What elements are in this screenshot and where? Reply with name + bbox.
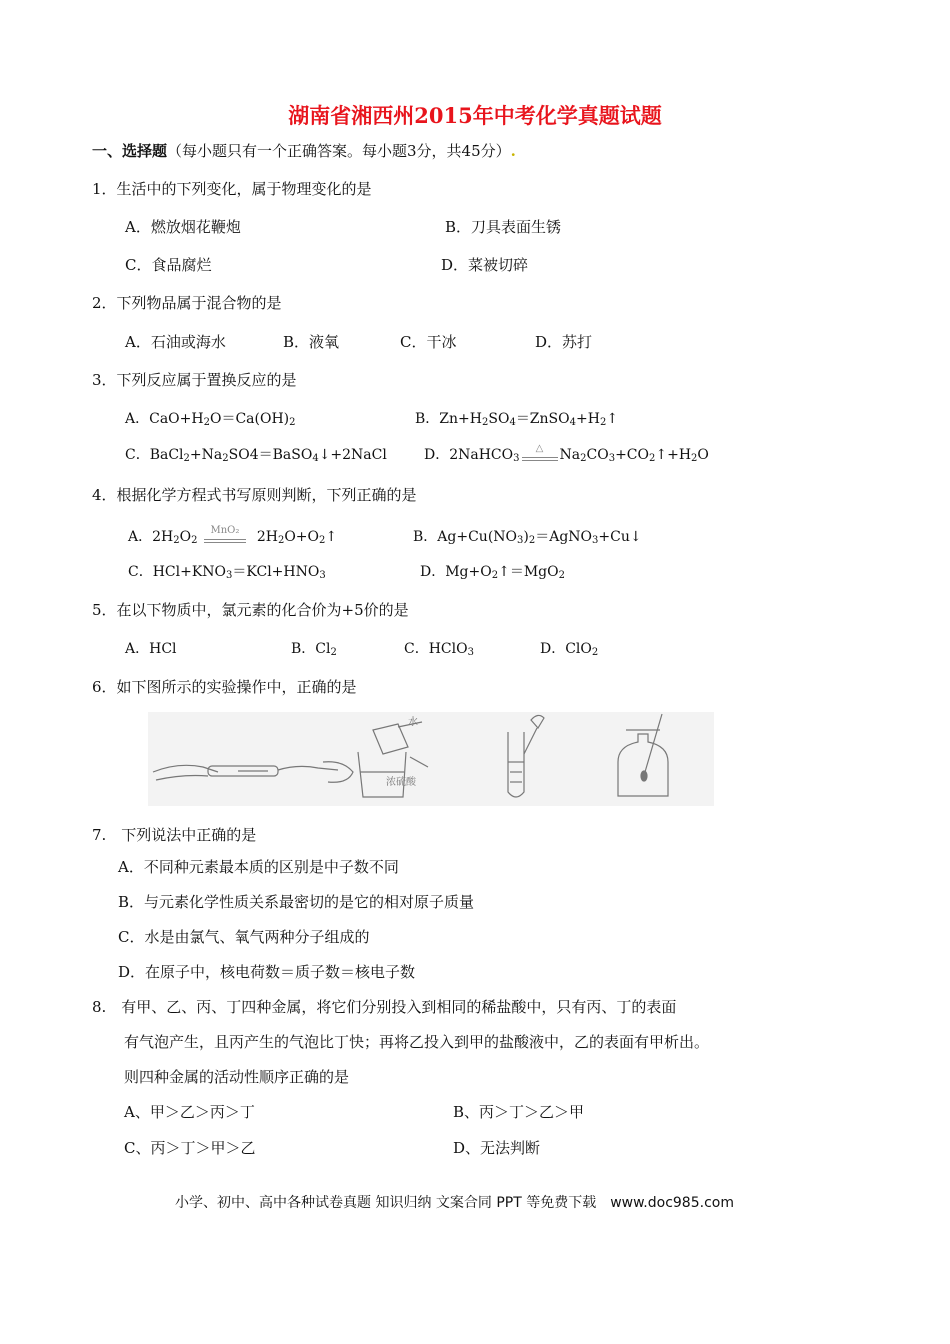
page-title: 湖南省湘西州2015年中考化学真题试题 [288, 103, 662, 128]
q2-stem: 2．下列物品属于混合物的是 [92, 294, 282, 312]
q3-option-c: C．$BaCl_2+Na_2SO4=BaSO_4↓+2NaCl$ [125, 447, 387, 464]
q5-stem: 5．在以下物质中，氯元素的化合价为+5价的是 [92, 601, 409, 619]
q1-option-b: B．刀具表面生锈 [445, 218, 562, 236]
q4-stem: 4．根据化学方程式书写原则判断，下列正确的是 [92, 486, 417, 504]
section-heading: 一、选择题（每小题只有一个正确答案。每小题3分，共45分）. [92, 142, 516, 160]
q7-option-c: C．水是由氯气、氧气两种分子组成的 [118, 928, 370, 946]
page-footer: 小学、初中、高中各种试卷真题 知识归纳 文案合同 PPT 等免费下载 www.doc985.com [175, 1195, 734, 1211]
q5-option-b: B．$Cl_2$ [291, 641, 337, 658]
q6-stem: 6．如下图所示的实验操作中，正确的是 [92, 678, 357, 696]
q2-option-a: A．石油或海水 [125, 333, 226, 351]
q1-stem: 1．生活中的下列变化，属于物理变化的是 [92, 180, 372, 198]
q5-option-a: A．HCl [125, 641, 177, 657]
catalyst-condition-sign: MnO₂ [202, 529, 248, 545]
q3-option-b: B．$Zn+H_2SO_4=ZnSO_4+H_2↑$ [415, 411, 619, 428]
q8-stem-line2: 有气泡产生，且丙产生的气泡比丁快；再将乙投入到甲的盐酸液中，乙的表面有甲析出。 [124, 1033, 710, 1051]
q2-option-b: B．液氧 [283, 333, 340, 351]
q8-stem-line1: 8. 有甲、乙、丙、丁四种金属，将它们分别投入到相同的稀盐酸中，只有丙、丁的表面 [92, 998, 677, 1016]
q5-option-c: C．HClO$_3$ [404, 641, 474, 658]
q3-option-a: A．$CaO+H_2O=Ca(OH)_2$ [125, 411, 296, 428]
q2-option-c: C．干冰 [400, 333, 457, 351]
q1-option-a: A．燃放烟花鞭炮 [125, 218, 241, 236]
q2-option-d: D．苏打 [535, 333, 593, 351]
dropper-tube-drawing [508, 715, 544, 797]
q4-option-d: D．$Mg+O_2↑=MgO_2$ [420, 564, 565, 581]
water-label: 水 [408, 717, 418, 728]
heat-condition-sign: △ [520, 447, 560, 463]
q7-option-b: B．与元素化学性质关系最密切的是它的相对原子质量 [118, 893, 475, 911]
experiment-operations-illustration [148, 712, 714, 806]
q8-option-b: B、丙＞丁＞乙＞甲 [453, 1103, 585, 1121]
q7-stem: 7. 下列说法中正确的是 [92, 826, 257, 844]
gas-bottle-drawing [618, 714, 668, 796]
heating-tube-drawing [153, 762, 353, 783]
q8-option-c: C、丙＞丁＞甲＞乙 [124, 1139, 256, 1157]
q3-option-d: D．2NaHCO$_3$ △ $Na_2CO_3+CO_2↑+H_2O$ [424, 443, 709, 464]
q8-option-a: A、甲＞乙＞丙＞丁 [124, 1103, 255, 1121]
q8-stem-line3: 则四种金属的活动性顺序正确的是 [124, 1068, 350, 1086]
q3-stem: 3．下列反应属于置换反应的是 [92, 371, 297, 389]
q1-option-d: D．菜被切碎 [441, 256, 529, 274]
q1-option-c: C．食品腐烂 [125, 256, 212, 274]
experiment-figure [148, 712, 714, 806]
q4-option-b: B．$Ag+Cu(NO_3)_2=AgNO_3+Cu↓$ [413, 529, 642, 546]
q8-option-d: D、无法判断 [453, 1139, 541, 1157]
q5-option-d: D．ClO$_2$ [540, 641, 599, 658]
q4-option-c: C．$HCl+KNO_3=KCl+HNO_3$ [128, 564, 326, 581]
q7-option-a: A．不同种元素最本质的区别是中子数不同 [118, 858, 399, 876]
q7-option-d: D．在原子中，核电荷数＝质子数＝核电子数 [118, 963, 416, 981]
q4-option-a: A．$2H_2O_2$ MnO₂ $2H_2O+O_2↑$ [128, 525, 338, 546]
acid-label: 浓硫酸 [386, 777, 416, 788]
